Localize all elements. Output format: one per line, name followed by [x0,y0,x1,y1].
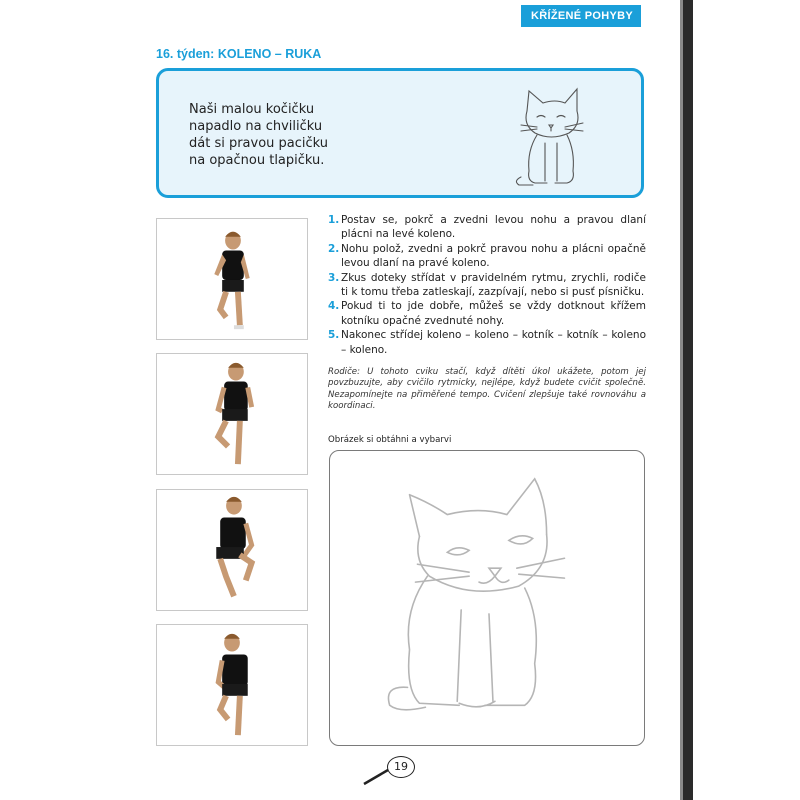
step-text: Nakonec střídej koleno – koleno – kotník – kotník – koleno – koleno. [341,329,646,356]
step-number: 1. [328,214,340,226]
trace-drawing-area[interactable] [329,450,645,746]
step-text: Nohu polož, zvedni a pokrč pravou nohu a plácni opačně levou dlaní na pravé koleno. [341,242,646,270]
step-item [328,299,646,328]
step-text: Postav se, pokrč a zvedni levou nohu a pravou dlaní plácni na levé koleno. [341,214,646,241]
trace-label: Obrázek si obtáhni a vybarvi [328,435,452,445]
step-number: 3. [328,271,340,284]
instruction-steps [328,213,646,357]
child-photo-icon [157,625,307,745]
step-number: 4. [328,300,340,313]
rhyme-line: Naši malou kočičku [189,102,315,117]
page-shadow [683,0,693,800]
child-photo-icon [157,219,307,339]
child-photo-icon [157,490,307,610]
rhyme-text [189,101,409,169]
exercise-photo-3 [156,489,308,611]
page-number-badge [362,754,422,784]
step-item [328,328,646,357]
step-text: Pokud ti to jde dobře, můžeš se vždy dotknout křížem kotníku opačné zvednuté nohy. [341,300,646,327]
exercise-photo-4 [156,624,308,746]
step-item [328,213,646,242]
parent-note: Rodiče: U tohoto cviku stačí, když dítěti úkol ukážete, potom jej povzbuzujte, aby cvičilo rytmicky, nejlépe, když budete cvičit společně. Nezapomínejte na přiměřené tempo. Cvičení zlepšuje také rovnováhu a koordinaci. [328,367,646,412]
rhyme-line: napadlo na chviličku [189,119,323,134]
page-number: 19 [387,756,415,778]
cat-sketch-icon [507,81,607,191]
child-photo-icon [157,354,307,474]
cat-outline-icon [330,451,644,745]
step-number: 5. [328,329,340,342]
exercise-photo-1 [156,218,308,340]
rhyme-line: na opačnou tlapičku. [189,153,325,168]
rhyme-line: dát si pravou pacičku [189,136,329,151]
exercise-photo-2 [156,353,308,475]
step-item [328,271,646,300]
step-text: Zkus doteky střídat v pravidelném rytmu, zrychli, rodiče ti k tomu třeba zatleskají, zazpívají, nebo si pusť písničku. [341,271,646,299]
section-tag: KŘÍŽENÉ POHYBY [521,5,641,27]
step-item [328,242,646,271]
rhyme-box [156,68,644,198]
page-title: 16. týden: KOLENO – RUKA [156,47,322,61]
step-number: 2. [328,242,340,255]
